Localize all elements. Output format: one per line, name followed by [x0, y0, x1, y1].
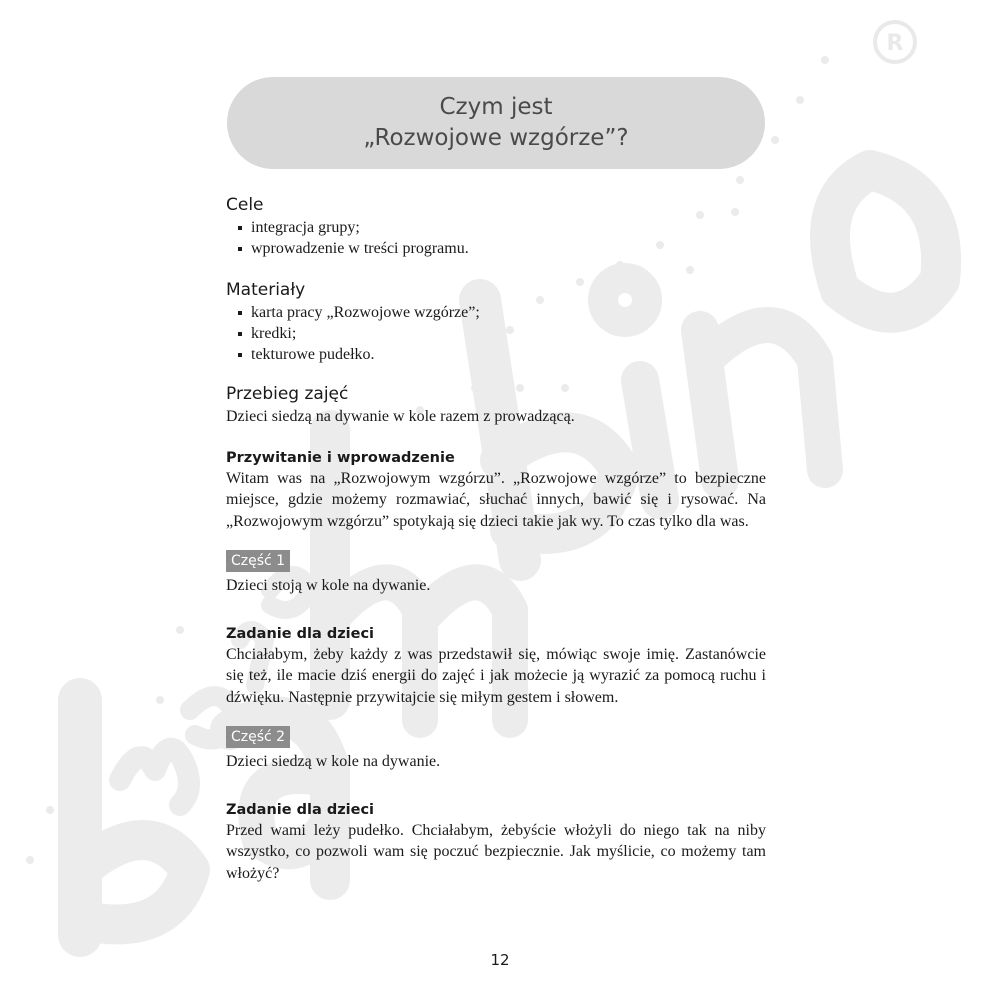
przebieg-text: Dzieci siedzą na dywanie w kole razem z prowadzącą.	[226, 408, 575, 425]
list-item: karta pracy „Rozwojowe wzgórze”;	[238, 302, 766, 323]
list-item: wprowadzenie w treści programu.	[238, 238, 766, 259]
title-line-2: „Rozwojowe wzgórze”?	[363, 125, 629, 151]
list-item: kredki;	[238, 323, 766, 344]
czesc-2-tag: Część 2	[226, 726, 290, 748]
czesc-2-task-heading: Zadanie dla dzieci	[226, 801, 375, 818]
title-line-1: Czym jest	[439, 94, 553, 120]
cele-list	[226, 217, 766, 259]
czesc-2-task-text: Przed wami leży pudełko. Chciałabym, żebyście włożyli do niego tak na niby wszystko, co pozwoli wam się poczuć bezpiecznie. Jak myślicie, co możemy tam włożyć?	[226, 821, 766, 882]
czesc-1-tag: Część 1	[226, 550, 290, 572]
przywitanie-heading: Przywitanie i wprowadzenie	[226, 449, 455, 466]
czesc-2-text: Dzieci siedzą w kole na dywanie.	[226, 753, 441, 770]
materialy-heading: Materiały	[226, 280, 306, 300]
list-item: integracja grupy;	[238, 217, 766, 238]
cele-heading: Cele	[226, 195, 264, 215]
materialy-list	[226, 302, 766, 365]
przebieg-heading: Przebieg zajęć	[226, 384, 349, 404]
title-box	[227, 77, 765, 169]
content	[226, 193, 766, 884]
przywitanie-text: Witam was na „Rozwojowym wzgórzu”. „Rozwojowe wzgórze” to bezpieczne miejsce, gdzie możemy rozmawiać, słuchać innych, bawić się i rysować. Na „Rozwojowym wzgórzu” spotykają się dzieci takie jak wy. To czas tylko dla was.	[226, 469, 766, 530]
page-number: 12	[490, 951, 510, 969]
registered-mark: R	[886, 31, 904, 56]
czesc-1-text: Dzieci stoją w kole na dywanie.	[226, 577, 431, 594]
czesc-1-task-text: Chciałabym, żeby każdy z was przedstawił się, mówiąc swoje imię. Zastanówcie się też, ile macie dziś energii do zajęć i jak możecie ją wyrazić za pomocą ruchu i dźwięku. Następnie przywitajcie się miłym gestem i słowem.	[226, 645, 766, 706]
czesc-1-task-heading: Zadanie dla dzieci	[226, 625, 375, 642]
list-item: tekturowe pudełko.	[238, 344, 766, 365]
